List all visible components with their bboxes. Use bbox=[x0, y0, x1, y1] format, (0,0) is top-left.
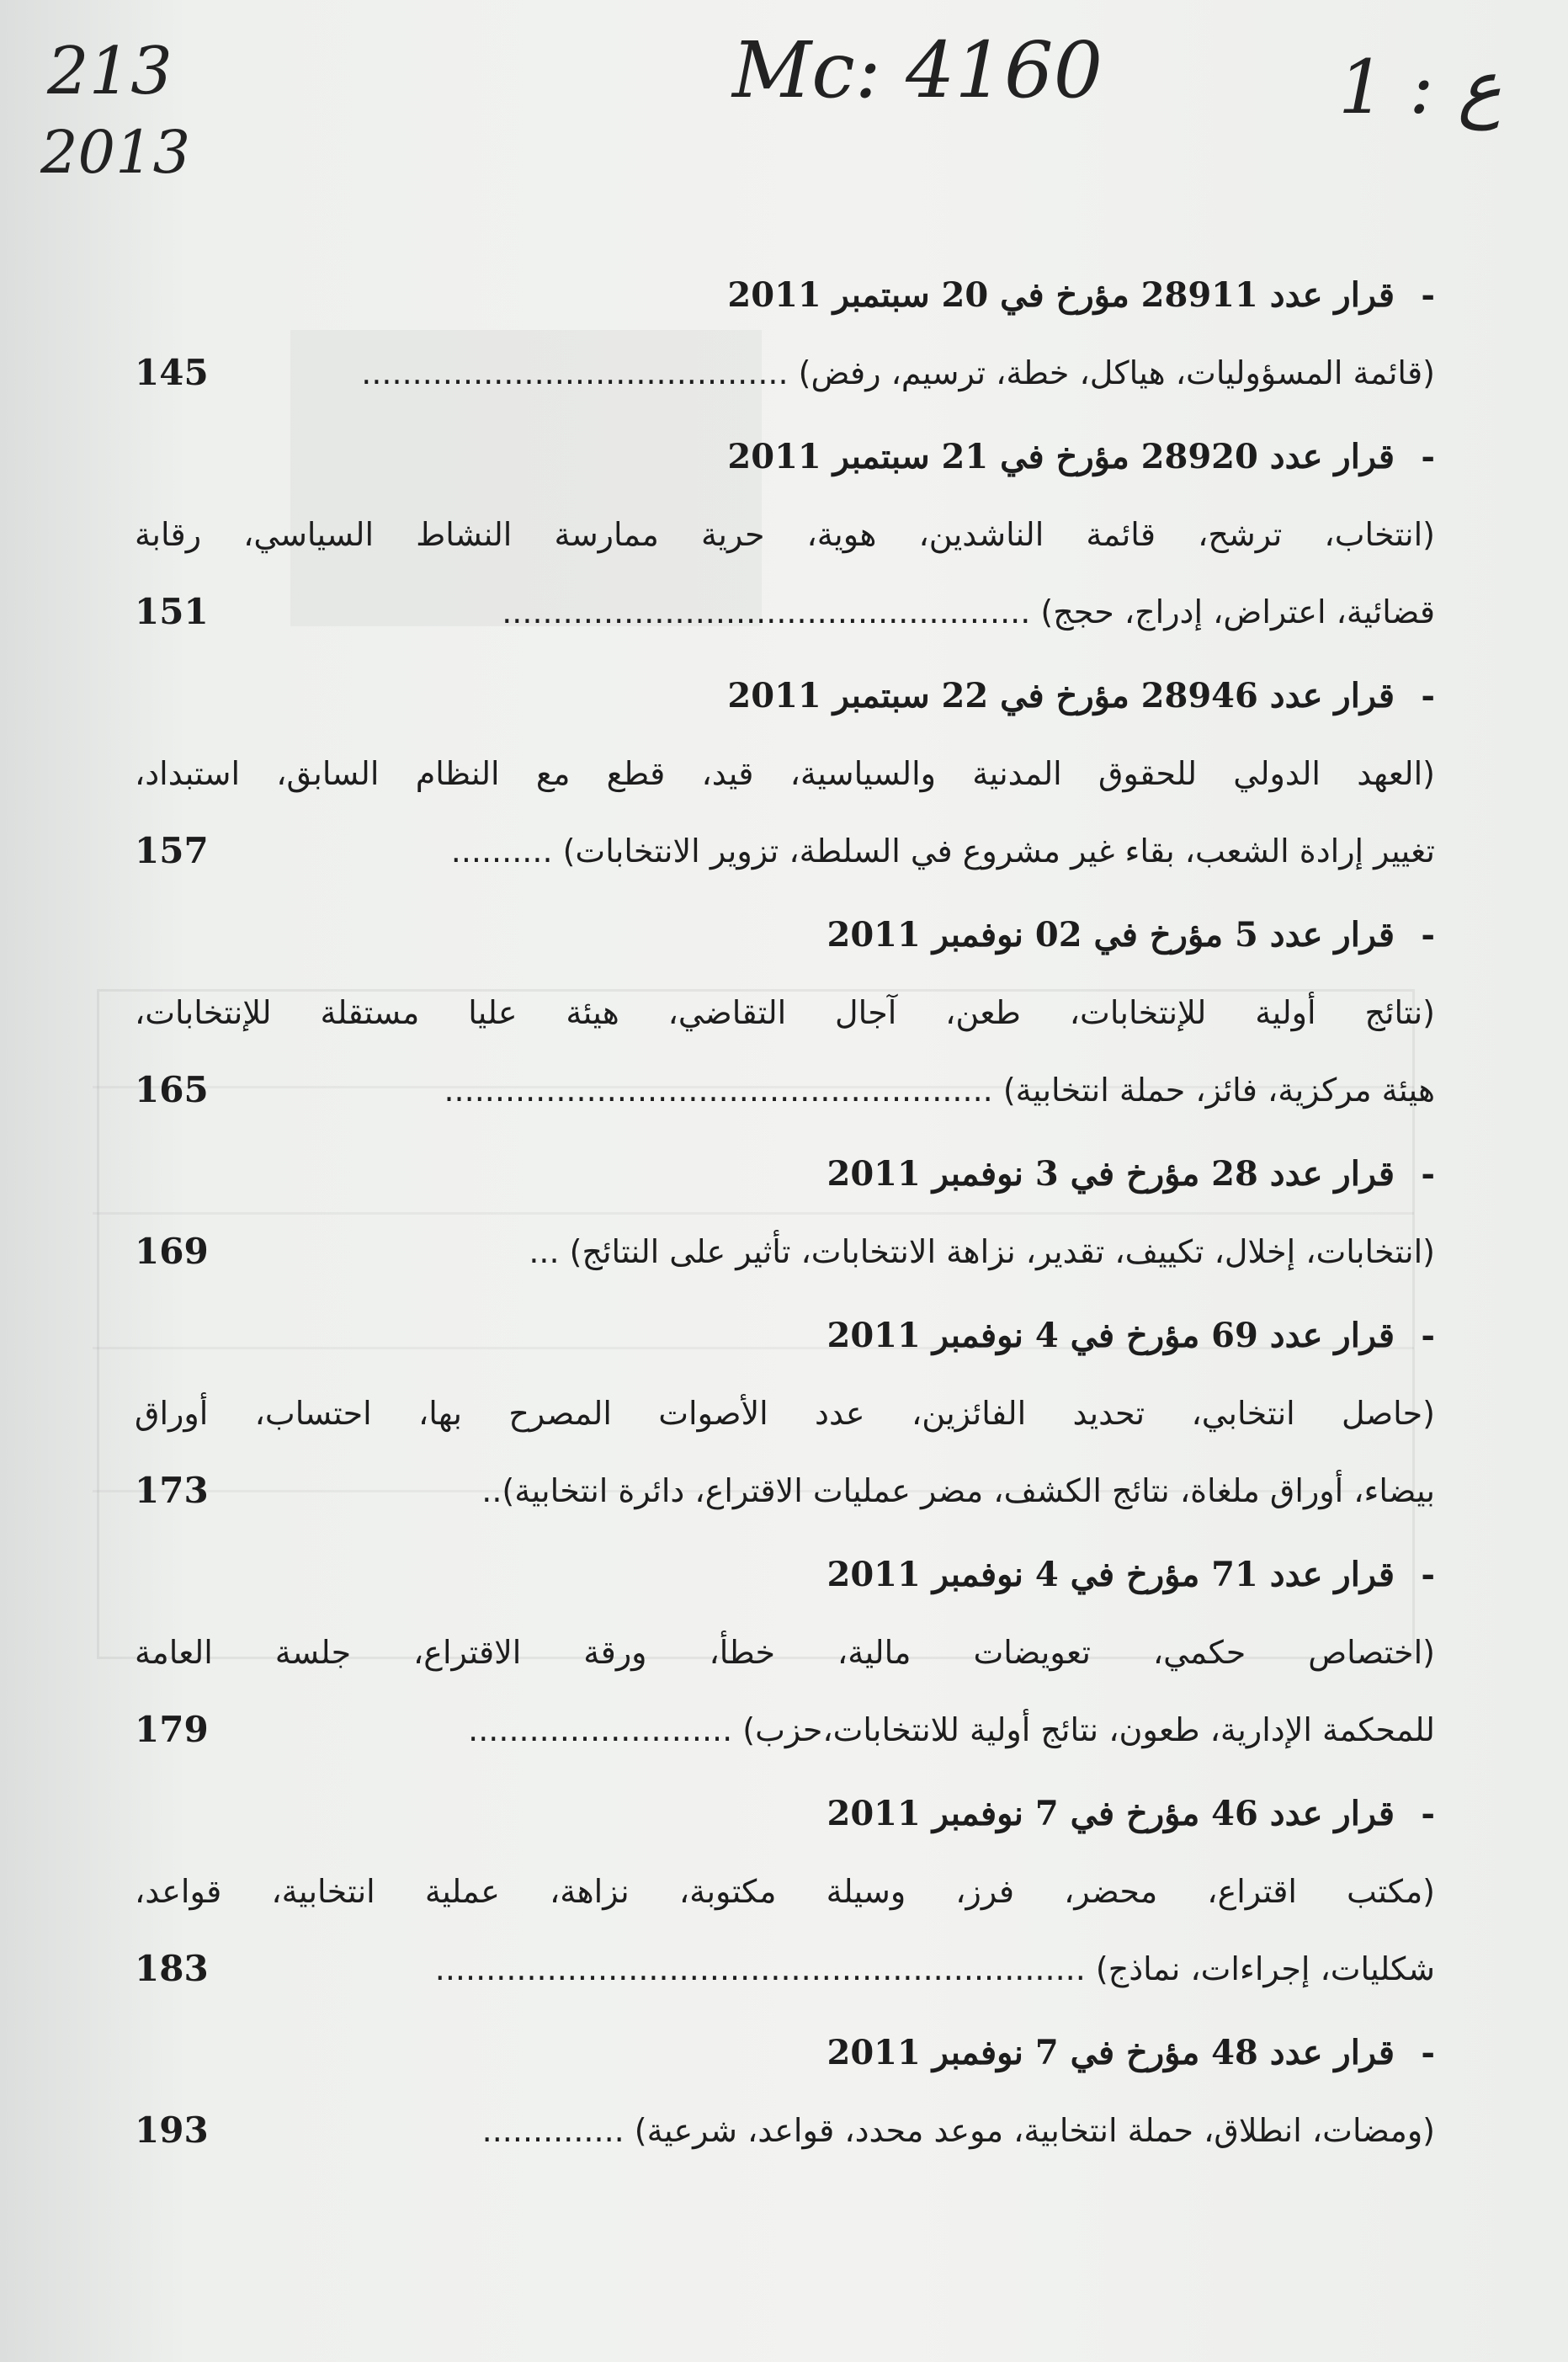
decision-title: قرار عدد 69 مؤرخ في 4 نوفمبر 2011 bbox=[827, 1316, 1395, 1355]
bullet-dash: - bbox=[1421, 1316, 1435, 1355]
keywords-text: للمحكمة الإدارية، طعون، نتائج أولية للانتخابات،حزب) .......................... bbox=[468, 1711, 1435, 1748]
page-number: 173 bbox=[135, 1470, 209, 1511]
decision-title: قرار عدد 28 مؤرخ في 3 نوفمبر 2011 bbox=[827, 1154, 1395, 1194]
keywords-text: (ومضات، انطلاق، حملة انتخابية، موعد محدد، قواعد، شرعية) .............. bbox=[481, 2112, 1435, 2149]
decision-heading bbox=[135, 2014, 1435, 2092]
bullet-dash: - bbox=[1421, 1555, 1435, 1594]
bullet-dash: - bbox=[1421, 275, 1435, 315]
toc-entry bbox=[135, 1536, 1435, 1769]
handwritten-reference-number: 213 bbox=[47, 34, 173, 109]
decision-title: قرار عدد 28946 مؤرخ في 22 سبتمبر 2011 bbox=[727, 676, 1395, 716]
decision-heading bbox=[135, 1297, 1435, 1375]
keywords-line bbox=[135, 812, 1435, 890]
page-number: 183 bbox=[135, 1948, 209, 1989]
keywords-line bbox=[135, 735, 1435, 812]
toc-entry bbox=[135, 1297, 1435, 1529]
page-number: 179 bbox=[135, 1709, 209, 1750]
bullet-dash: - bbox=[1421, 2033, 1435, 2072]
toc-entry bbox=[135, 257, 1435, 412]
keywords-line bbox=[135, 1213, 1435, 1290]
handwritten-page-mark: ع : 1 bbox=[1338, 44, 1502, 130]
page-number: 157 bbox=[135, 830, 209, 871]
keywords-line bbox=[135, 1614, 1435, 1691]
keywords-line bbox=[135, 1930, 1435, 2008]
decision-heading bbox=[135, 1536, 1435, 1614]
keywords-line bbox=[135, 1853, 1435, 1930]
toc-entry bbox=[135, 896, 1435, 1129]
keywords-line bbox=[135, 573, 1435, 651]
keywords-line bbox=[135, 2092, 1435, 2169]
keywords-text: (حاصل انتخابي، تحديد الفائزين، عدد الأصوات المصرح بها، احتساب، أوراق bbox=[135, 1395, 1435, 1432]
keywords-text: تغيير إرادة الشعب، بقاء غير مشروع في السلطة، تزوير الانتخابات) .......... bbox=[450, 833, 1435, 870]
bullet-dash: - bbox=[1421, 915, 1435, 955]
handwritten-mc-code: Mc: 4160 bbox=[732, 25, 1103, 115]
decision-title: قرار عدد 48 مؤرخ في 7 نوفمبر 2011 bbox=[827, 2033, 1395, 2072]
decision-heading bbox=[135, 896, 1435, 974]
page-number: 145 bbox=[135, 352, 209, 393]
decision-heading bbox=[135, 1775, 1435, 1853]
keywords-line bbox=[135, 1375, 1435, 1452]
keywords-line bbox=[135, 1051, 1435, 1129]
decision-title: قرار عدد 5 مؤرخ في 02 نوفمبر 2011 bbox=[827, 915, 1395, 955]
decision-title: قرار عدد 46 مؤرخ في 7 نوفمبر 2011 bbox=[827, 1794, 1395, 1833]
decision-title: قرار عدد 28920 مؤرخ في 21 سبتمبر 2011 bbox=[727, 437, 1395, 476]
decision-heading bbox=[135, 418, 1435, 496]
keywords-line bbox=[135, 974, 1435, 1051]
keywords-line bbox=[135, 496, 1435, 573]
toc-entry bbox=[135, 2014, 1435, 2169]
bullet-dash: - bbox=[1421, 676, 1435, 716]
decision-heading bbox=[135, 257, 1435, 334]
handwritten-year: 2013 bbox=[40, 118, 191, 187]
keywords-text: هيئة مركزية، فائز، حملة انتخابية) ...................................................... bbox=[444, 1072, 1435, 1109]
keywords-line bbox=[135, 1452, 1435, 1529]
keywords-text: (العهد الدولي للحقوق المدنية والسياسية، قيد، قطع مع النظام السابق، استبداد، bbox=[135, 755, 1435, 792]
bullet-dash: - bbox=[1421, 1154, 1435, 1194]
toc-entry bbox=[135, 1775, 1435, 2008]
keywords-text: (انتخاب، ترشح، قائمة الناشدين، هوية، حرية ممارسة النشاط السياسي، رقابة bbox=[135, 516, 1435, 553]
keywords-line bbox=[135, 1691, 1435, 1769]
table-of-contents bbox=[135, 257, 1435, 2176]
page-number: 151 bbox=[135, 591, 209, 632]
keywords-text: (اختصاص حكمي، تعويضات مالية، خطأ، ورقة الاقتراع، جلسة العامة bbox=[135, 1634, 1435, 1671]
keywords-text: قضائية، اعتراض، إدراج، حجج) .................................................... bbox=[502, 593, 1435, 630]
page-number: 169 bbox=[135, 1231, 209, 1272]
decision-heading bbox=[135, 657, 1435, 735]
keywords-text: (مكتب اقتراع، محضر، فرز، وسيلة مكتوبة، نزاهة، عملية انتخابية، قواعد، bbox=[135, 1873, 1435, 1910]
toc-entry bbox=[135, 1136, 1435, 1290]
toc-entry bbox=[135, 418, 1435, 651]
keywords-text: شكليات، إجراءات، نماذج) ................................................................ bbox=[434, 1950, 1435, 1987]
page-number: 165 bbox=[135, 1069, 209, 1110]
keywords-text: (قائمة المسؤوليات، هياكل، خطة، ترسيم، رفض) .......................................... bbox=[361, 354, 1435, 391]
decision-heading bbox=[135, 1136, 1435, 1213]
keywords-text: (انتخابات، إخلال، تكييف، تقدير، نزاهة الانتخابات، تأثير على النتائج) ... bbox=[529, 1233, 1435, 1270]
keywords-text: (نتائج أولية للإنتخابات، طعن، آجال التقاضي، هيئة عليا مستقلة للإنتخابات، bbox=[135, 994, 1435, 1031]
decision-title: قرار عدد 71 مؤرخ في 4 نوفمبر 2011 bbox=[827, 1555, 1395, 1594]
bullet-dash: - bbox=[1421, 1794, 1435, 1833]
decision-title: قرار عدد 28911 مؤرخ في 20 سبتمبر 2011 bbox=[727, 275, 1395, 315]
keywords-text: بيضاء، أوراق ملغاة، نتائج الكشف، مضر عمليات الاقتراع، دائرة انتخابية).. bbox=[481, 1472, 1435, 1509]
page-number: 193 bbox=[135, 2109, 209, 2151]
bullet-dash: - bbox=[1421, 437, 1435, 476]
toc-entry bbox=[135, 657, 1435, 890]
keywords-line bbox=[135, 334, 1435, 412]
